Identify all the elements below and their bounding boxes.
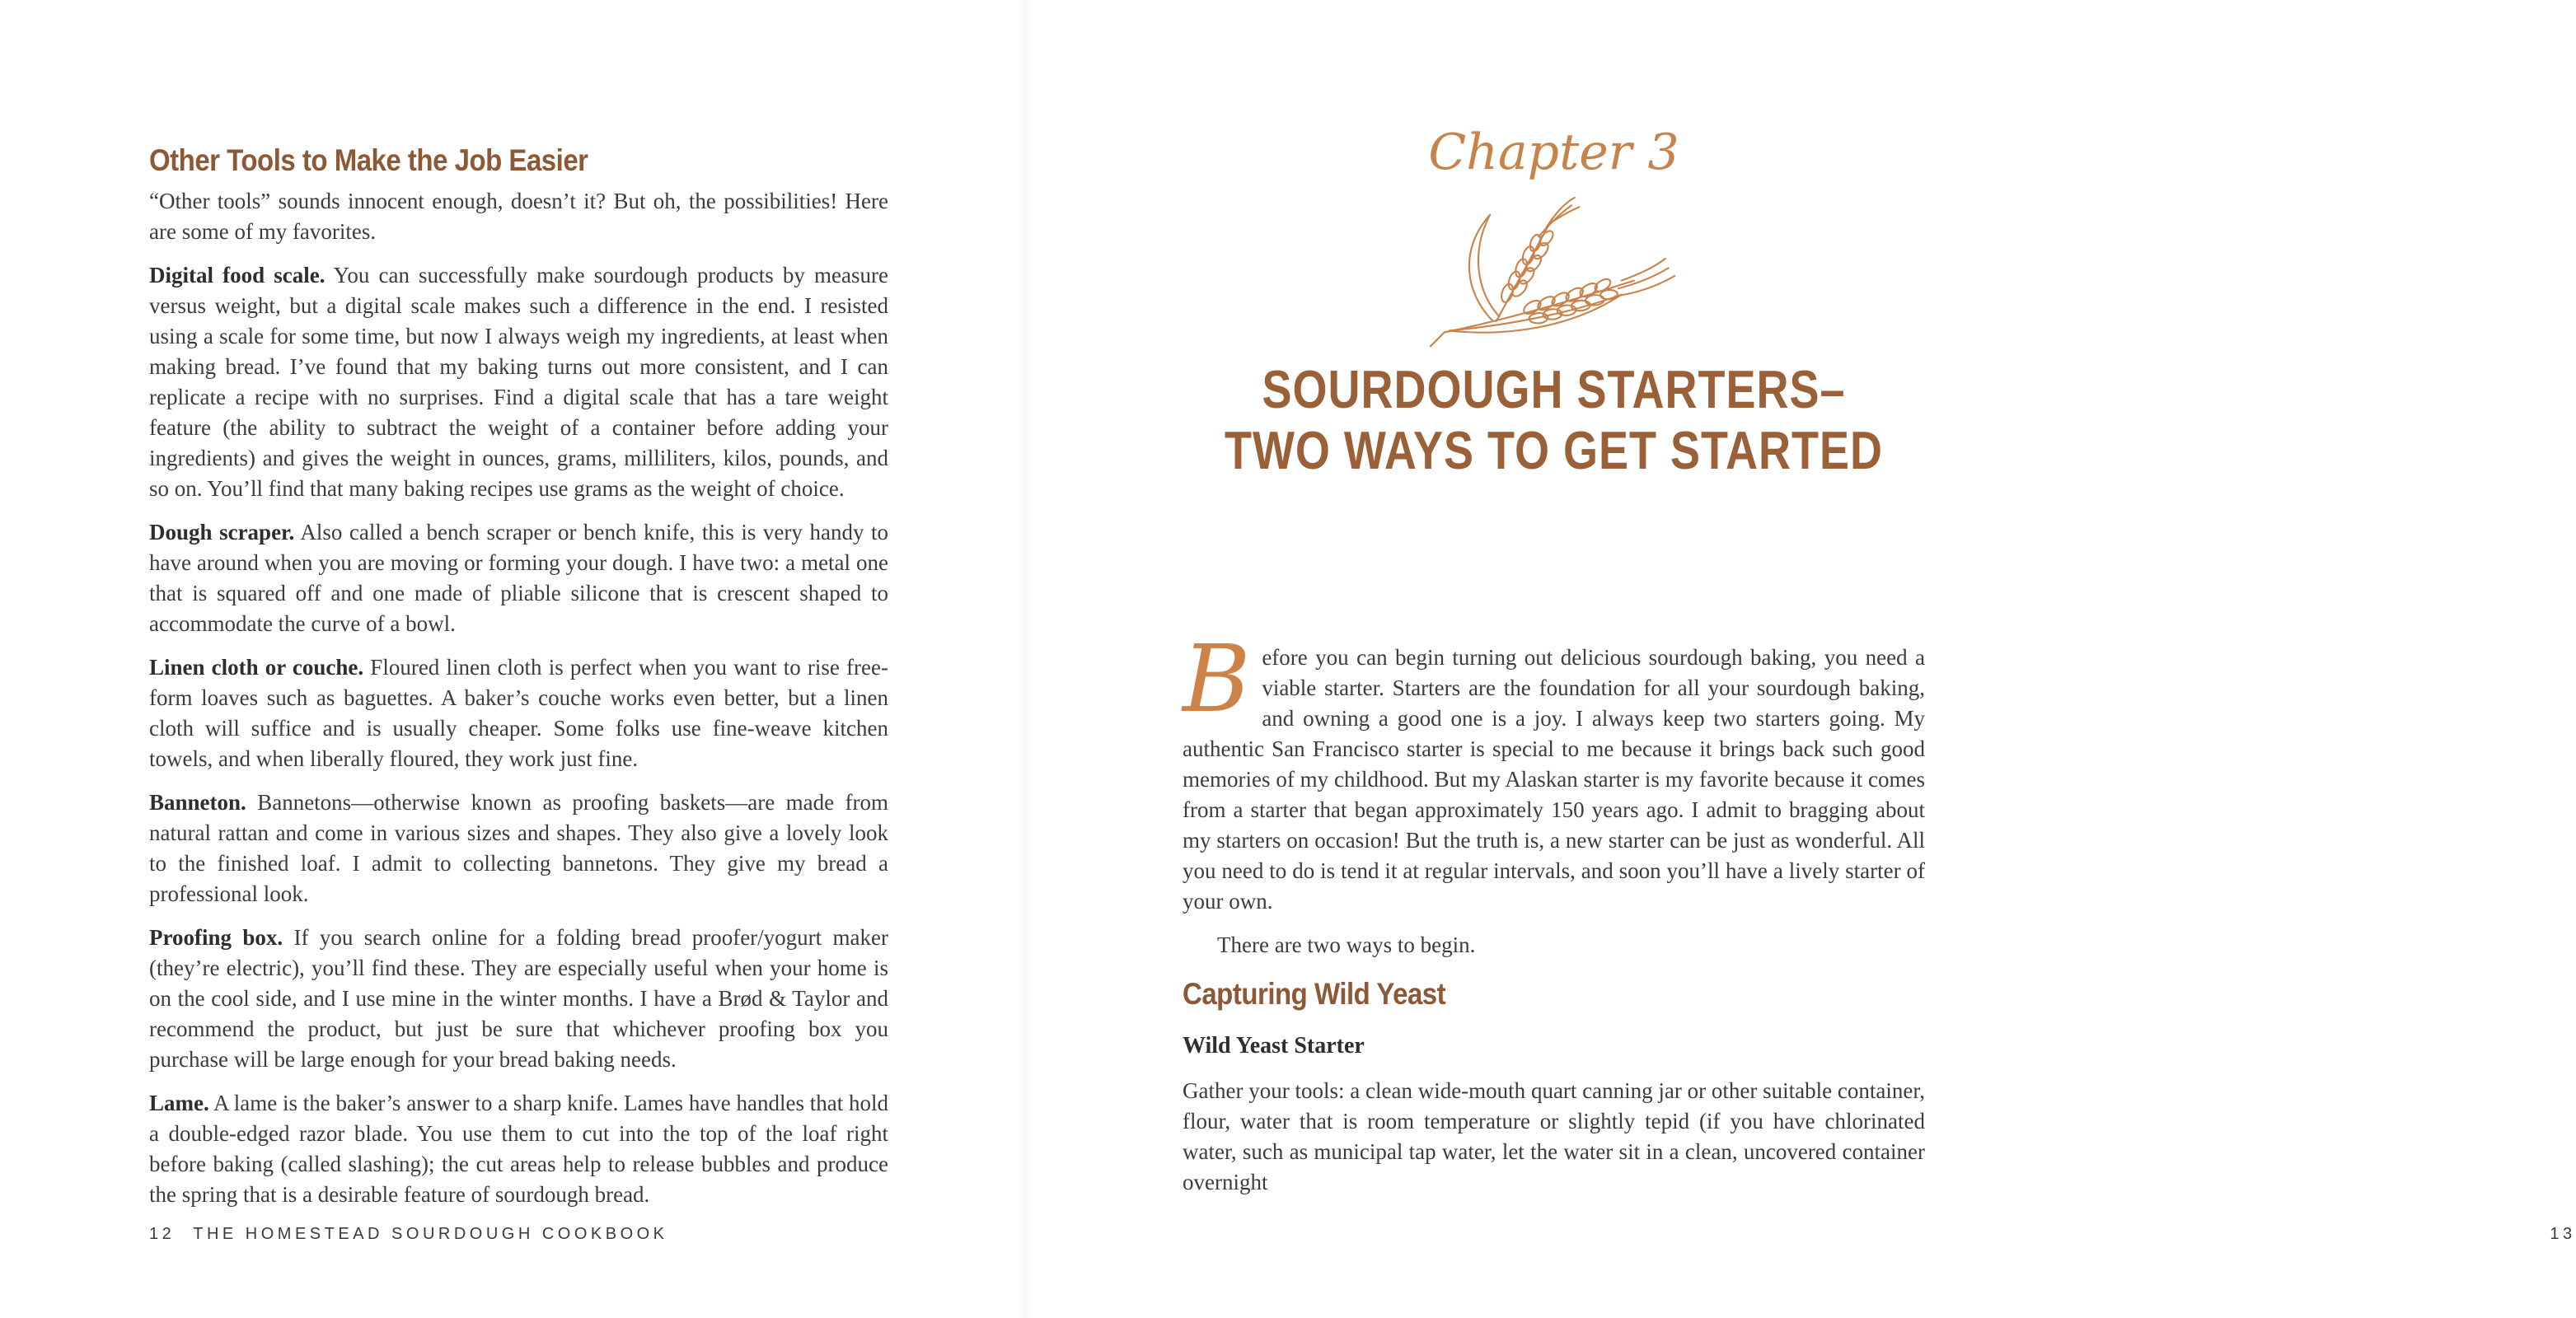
chapter-opener <box>1183 124 1925 488</box>
chapter-title-line1: SOURDOUGH STARTERS– <box>1262 360 1846 420</box>
tool-paragraph-linen-cloth <box>149 652 888 774</box>
page-number: 12 <box>149 1225 176 1243</box>
two-ways-line: There are two ways to begin. <box>1217 932 1476 957</box>
chapter-number-label: Chapter 3 <box>1428 124 1679 181</box>
page-left <box>0 0 1025 1318</box>
intro-paragraph-text: “Other tools” sounds innocent enough, doesn’t it? But oh, the possibilities! Here are some of my favorites. <box>149 189 888 244</box>
section-heading-text: Capturing Wild Yeast <box>1183 976 1446 1011</box>
tool-paragraph-lame <box>149 1088 888 1210</box>
tool-lead: Banneton. <box>149 790 246 815</box>
tool-paragraph-proofing-box <box>149 923 888 1075</box>
page-number: 13 <box>2550 1225 2576 1243</box>
intro-paragraph <box>149 186 888 247</box>
tool-lead: Proofing box. <box>149 925 283 950</box>
tool-text: If you search online for a folding bread proofer/yogurt maker (they’re electric), you’ll find these. They are especially useful when your home is on the cool side, and I use mine in the winter months. I have a Brød & Taylor and recommend the product, but just be sure that whichever proofing box you purchase will be large enough for your bread baking needs. <box>149 925 888 1072</box>
wheat-stalks-illustration <box>1418 196 1690 353</box>
footer-right <box>2550 1225 2575 1244</box>
tool-text: A lame is the baker’s answer to a sharp knife. Lames have handles that hold a double-edged razor blade. You use them to cut into the top of the loaf right before baking (called slashing); the cut areas help to release bubbles and produce the spring that is a desirable feature of sourdough bread. <box>149 1091 888 1207</box>
section-heading-text: Other Tools to Make the Job Easier <box>149 143 588 177</box>
tool-text: Bannetons—otherwise known as proofing baskets—are made from natural rattan and come in various sizes and shapes. They also give a lovely look to the finished loaf. I admit to collecting bannetons. They give my bread a professional look. <box>149 790 888 906</box>
footer-left <box>149 1225 668 1244</box>
sub-heading-wild-yeast-starter: Wild Yeast Starter <box>1183 1033 1365 1059</box>
tool-text: You can successfully make sourdough products by measure versus weight, but a digital scale makes such a difference in the end. I resisted using a scale for some time, but now I always weigh my ingredients, at least when making bread. I’ve found that my baking turns out more consistent, and I can replicate a recipe with no surprises. Find a digital scale that has a tare weight feature (the ability to subtract the weight of a container before adding your ingredients) and gives the weight in ounces, grams, milliliters, kilos, pounds, and so on. You’ll find that many baking recipes use grams as the weight of choice. <box>149 263 888 501</box>
chapter-intro-text: efore you can begin turning out delicious sourdough baking, you need a viable starter. Starters are the foundation for all your sourdough baking, and owning a good one is a joy. I always keep two starters going. My authentic San Francisco starter is special to me because it brings back such good memories of my childhood. But my Alaskan starter is my favorite because it comes from a starter that began approximately 150 years ago. I admit to bragging about my starters on occasion! But the truth is, a new starter can be just as wonderful. All you need to do is tend it at regular intervals, and soon you’ll have a lively starter of your own. <box>1183 645 1925 914</box>
gather-tools-paragraph: Gather your tools: a clean wide-mouth quart canning jar or other suitable container, flour, water that is room temperature or slightly tepid (if you have chlorinated water, such as municipal tap water, let the water sit in a clean, uncovered container overnight <box>1183 1078 1925 1194</box>
tool-lead: Linen cloth or couche. <box>149 655 364 680</box>
running-book-title: THE HOMESTEAD SOURDOUGH COOKBOOK <box>193 1225 668 1243</box>
tool-lead: Digital food scale. <box>149 263 326 287</box>
wheat-grains-left-ear <box>1499 229 1555 304</box>
drop-cap-letter: B <box>1183 626 1251 733</box>
section-heading-capturing-wild-yeast <box>1183 976 1925 1012</box>
page-right <box>1025 0 2576 1318</box>
section-heading-other-tools <box>149 143 888 178</box>
tool-paragraph-banneton <box>149 788 888 909</box>
tool-text: Floured linen cloth is perfect when you want to rise free-form loaves such as baguettes. A baker’s couche works even better, but a linen cloth will suffice and is usually cheaper. Some folks use fine-weave kitchen towels, and when liberally floured, they work just fine. <box>149 655 888 771</box>
tool-lead: Dough scraper. <box>149 520 295 544</box>
tool-paragraph-dough-scraper <box>149 517 888 639</box>
tool-text: Also called a bench scraper or bench knife, this is very handy to have around when you are moving or forming your dough. I have two: a metal one that is squared off and one made of pliable silicone that is crescent shaped to accommodate the curve of a bowl. <box>149 520 888 636</box>
tool-paragraph-digital-scale <box>149 260 888 504</box>
chapter-title-line2: TWO WAYS TO GET STARTED <box>1224 421 1884 481</box>
chapter-title <box>1183 360 1925 488</box>
chapter-intro-paragraph <box>1183 626 1925 917</box>
tool-lead: Lame. <box>149 1091 209 1115</box>
